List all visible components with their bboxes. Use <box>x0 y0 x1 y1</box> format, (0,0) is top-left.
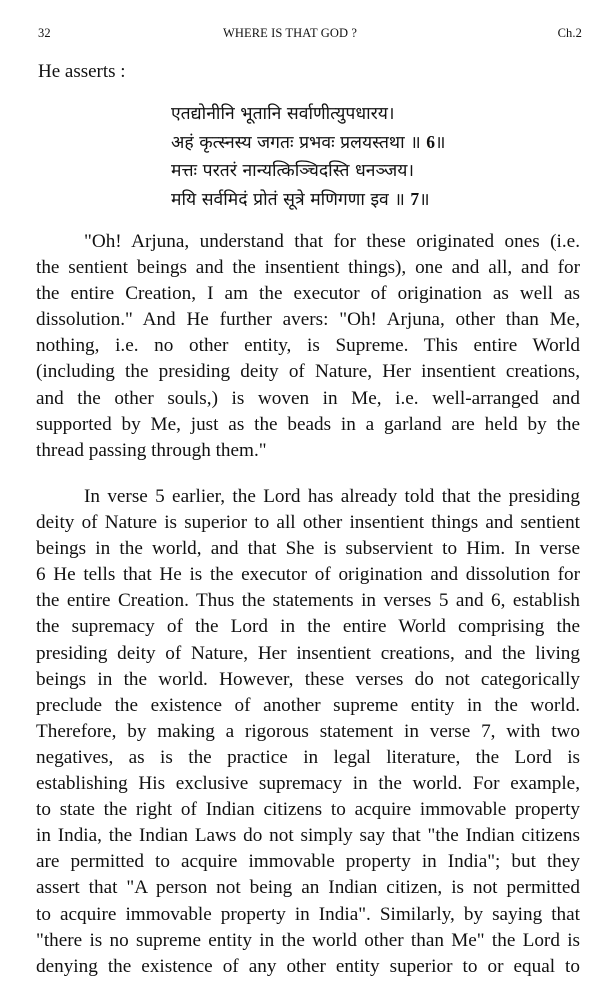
text-line: are permitted to acquire immovable property in India"; but they <box>36 851 580 873</box>
verse-end-mark: ॥ <box>435 133 446 153</box>
verse-line <box>171 157 446 185</box>
text-line: "there is no supreme entity in the world other than Me" the Lord is <box>36 929 580 951</box>
text-line: supported by Me, just as the beads in a garland are held by the <box>36 413 580 435</box>
text-line: (including the presiding deity of Nature, Her insentient creations, <box>36 361 580 383</box>
page-number: 32 <box>38 26 51 40</box>
text-line: the entire Creation, I am the executor of origination as well as <box>36 283 580 305</box>
running-header <box>38 26 582 42</box>
text-line: nothing, i.e. no other entity, is Supreme. This entire World <box>36 335 580 357</box>
text-line: beings in the world, and that She is subservient to Him. In verse <box>36 538 580 560</box>
verse-text: मयि सर्वमिदं प्रोतं सूत्रे मणिगणा इव ॥ <box>171 190 405 210</box>
text-line: preclude the existence of another supreme entity in the world. <box>36 694 580 716</box>
text-line: deity of Nature is superior to all other insentient things and sentient <box>36 512 580 534</box>
text-line: to acquire immovable property in India". Similarly, by saying that <box>36 903 580 925</box>
text-line: dissolution." And He further avers: "Oh! Arjuna, other than Me, <box>36 309 580 331</box>
text-line: the entire Creation. Thus the statements in verses 5 and 6, establish <box>36 590 580 612</box>
text-line: negatives, as is the practice in legal literature, the Lord is <box>36 746 580 768</box>
text-line: the supremacy of the Lord in the entire World comprising the <box>36 616 580 638</box>
verse-line <box>171 100 446 128</box>
text-line: thread passing through them." <box>36 439 267 461</box>
text-line: presiding deity of Nature, Her insentient creations, and the living <box>36 642 580 664</box>
verse-text: मत्तः परतरं नान्यत्किञ्चिदस्ति धनञ्जय। <box>171 161 415 181</box>
text-line: to state the right of Indian citizens to acquire immovable property <box>36 799 580 821</box>
verse-line <box>171 185 446 214</box>
verse-text: अहं कृत्स्नस्य जगतः प्रभवः प्रलयस्तथा ॥ <box>171 133 421 153</box>
text-line: in India, the Indian Laws do not simply say that "the Indian citizens <box>36 825 580 847</box>
verse-number: 6 <box>426 132 436 152</box>
text-line: In verse 5 earlier, the Lord has already told that the presiding <box>84 486 580 507</box>
verse-end-mark: ॥ <box>419 190 430 210</box>
text-line: 6 He tells that He is the executor of origination and dissolution for <box>36 564 580 586</box>
text-line: and the other souls,) is woven in Me, i.e. well-arranged and <box>36 387 580 409</box>
text-line: Therefore, by making a rigorous statement in verse 7, with two <box>36 720 580 742</box>
verse-line <box>171 128 446 157</box>
text-line: establishing His exclusive supremacy in the world. For example, <box>36 773 580 795</box>
paragraph-translation <box>36 229 580 464</box>
chapter-label: Ch.2 <box>557 26 582 40</box>
verse-text: एतद्योनीनि भूतानि सर्वाणीत्युपधारय। <box>171 104 395 124</box>
text-line: "Oh! Arjuna, understand that for these originated ones (i.e. <box>84 231 580 252</box>
running-title: WHERE IS THAT GOD ? <box>222 26 358 40</box>
sanskrit-verses <box>171 100 446 214</box>
text-line: beings in the world. However, these verses do not categorically <box>36 668 580 690</box>
text-line: assert that "A person not being an Indian citizen, is not permitted <box>36 877 580 899</box>
text-line: denying the existence of any other entity superior to or equal to <box>36 955 580 977</box>
paragraph-commentary <box>36 484 580 980</box>
text-line: the sentient beings and the insentient things), one and all, and for <box>36 257 580 279</box>
verse-number: 7 <box>410 189 420 209</box>
lead-in-text: He asserts : <box>38 61 126 82</box>
